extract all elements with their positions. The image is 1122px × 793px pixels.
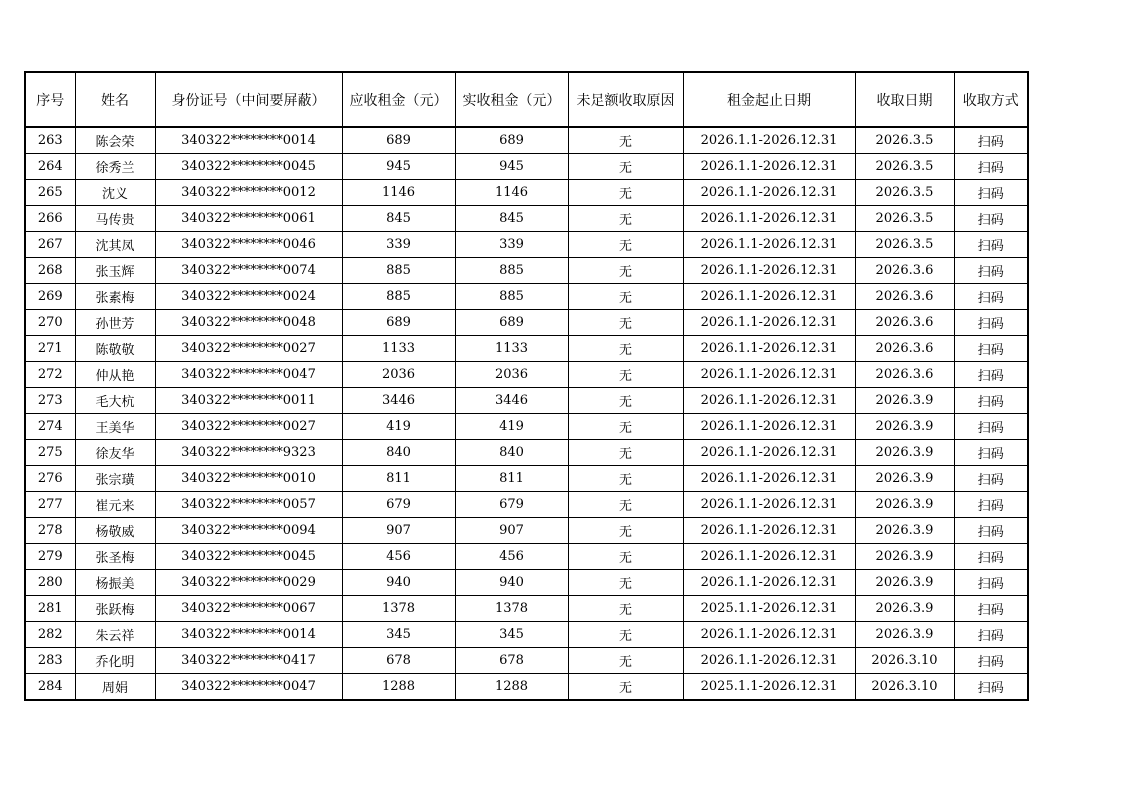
cell-name: 张玉辉: [75, 258, 155, 284]
header-seq: 序号: [25, 72, 75, 127]
cell-reason: 无: [568, 284, 683, 310]
cell-date: 2026.3.5: [855, 232, 954, 258]
table-row: [25, 336, 1028, 362]
cell-id-number: 340322********0047: [155, 362, 342, 388]
cell-method: 扫码: [954, 466, 1028, 492]
table-row: [25, 544, 1028, 570]
cell-id-number: 340322********0047: [155, 674, 342, 701]
header-rent-period: 租金起止日期: [683, 72, 855, 127]
cell-seq: 269: [25, 284, 75, 310]
cell-seq: 272: [25, 362, 75, 388]
cell-seq: 279: [25, 544, 75, 570]
cell-period: 2026.1.1-2026.12.31: [683, 440, 855, 466]
cell-rent-received: 1378: [455, 596, 568, 622]
cell-method: 扫码: [954, 440, 1028, 466]
cell-period: 2026.1.1-2026.12.31: [683, 492, 855, 518]
cell-rent-due: 907: [342, 518, 455, 544]
cell-rent-due: 1288: [342, 674, 455, 701]
cell-rent-received: 678: [455, 648, 568, 674]
cell-id-number: 340322********0048: [155, 310, 342, 336]
cell-date: 2026.3.9: [855, 596, 954, 622]
cell-period: 2026.1.1-2026.12.31: [683, 206, 855, 232]
cell-rent-due: 456: [342, 544, 455, 570]
cell-period: 2026.1.1-2026.12.31: [683, 544, 855, 570]
cell-name: 周娟: [75, 674, 155, 701]
cell-rent-received: 345: [455, 622, 568, 648]
cell-rent-received: 885: [455, 258, 568, 284]
cell-reason: 无: [568, 440, 683, 466]
cell-name: 朱云祥: [75, 622, 155, 648]
cell-seq: 278: [25, 518, 75, 544]
cell-reason: 无: [568, 388, 683, 414]
cell-reason: 无: [568, 414, 683, 440]
cell-seq: 282: [25, 622, 75, 648]
cell-rent-due: 1133: [342, 336, 455, 362]
cell-id-number: 340322********0417: [155, 648, 342, 674]
cell-id-number: 340322********0094: [155, 518, 342, 544]
cell-date: 2026.3.10: [855, 674, 954, 701]
cell-name: 张圣梅: [75, 544, 155, 570]
table-row: [25, 492, 1028, 518]
table-row: [25, 570, 1028, 596]
cell-date: 2026.3.9: [855, 492, 954, 518]
cell-seq: 268: [25, 258, 75, 284]
cell-reason: 无: [568, 127, 683, 154]
cell-seq: 263: [25, 127, 75, 154]
cell-rent-received: 840: [455, 440, 568, 466]
cell-date: 2026.3.5: [855, 180, 954, 206]
cell-reason: 无: [568, 258, 683, 284]
rent-collection-table: [24, 71, 1029, 701]
cell-date: 2026.3.6: [855, 310, 954, 336]
cell-reason: 无: [568, 180, 683, 206]
table-row: [25, 154, 1028, 180]
cell-seq: 283: [25, 648, 75, 674]
cell-rent-received: 940: [455, 570, 568, 596]
cell-period: 2026.1.1-2026.12.31: [683, 518, 855, 544]
table-row: [25, 127, 1028, 154]
cell-name: 张跃梅: [75, 596, 155, 622]
cell-id-number: 340322********9323: [155, 440, 342, 466]
cell-rent-due: 811: [342, 466, 455, 492]
table-row: [25, 284, 1028, 310]
cell-rent-due: 845: [342, 206, 455, 232]
table-header: [25, 72, 1028, 127]
cell-reason: 无: [568, 206, 683, 232]
cell-date: 2026.3.10: [855, 648, 954, 674]
cell-period: 2026.1.1-2026.12.31: [683, 388, 855, 414]
table-row: [25, 206, 1028, 232]
cell-period: 2026.1.1-2026.12.31: [683, 336, 855, 362]
cell-seq: 280: [25, 570, 75, 596]
cell-reason: 无: [568, 596, 683, 622]
cell-rent-due: 885: [342, 258, 455, 284]
cell-id-number: 340322********0012: [155, 180, 342, 206]
cell-rent-received: 2036: [455, 362, 568, 388]
cell-period: 2025.1.1-2026.12.31: [683, 674, 855, 701]
cell-period: 2025.1.1-2026.12.31: [683, 596, 855, 622]
cell-method: 扫码: [954, 258, 1028, 284]
cell-name: 陈会荣: [75, 127, 155, 154]
cell-name: 杨敬威: [75, 518, 155, 544]
cell-name: 仲从艳: [75, 362, 155, 388]
cell-id-number: 340322********0014: [155, 127, 342, 154]
cell-name: 陈敬敬: [75, 336, 155, 362]
cell-date: 2026.3.9: [855, 622, 954, 648]
cell-rent-received: 419: [455, 414, 568, 440]
cell-seq: 275: [25, 440, 75, 466]
table-row: [25, 258, 1028, 284]
cell-method: 扫码: [954, 154, 1028, 180]
cell-method: 扫码: [954, 127, 1028, 154]
cell-reason: 无: [568, 570, 683, 596]
cell-period: 2026.1.1-2026.12.31: [683, 362, 855, 388]
cell-method: 扫码: [954, 180, 1028, 206]
cell-rent-due: 885: [342, 284, 455, 310]
cell-rent-due: 940: [342, 570, 455, 596]
header-shortfall-reason: 未足额收取原因: [568, 72, 683, 127]
cell-method: 扫码: [954, 336, 1028, 362]
cell-id-number: 340322********0061: [155, 206, 342, 232]
cell-id-number: 340322********0074: [155, 258, 342, 284]
cell-seq: 265: [25, 180, 75, 206]
header-collection-date: 收取日期: [855, 72, 954, 127]
cell-method: 扫码: [954, 622, 1028, 648]
cell-id-number: 340322********0045: [155, 154, 342, 180]
cell-method: 扫码: [954, 570, 1028, 596]
cell-method: 扫码: [954, 518, 1028, 544]
cell-reason: 无: [568, 362, 683, 388]
cell-rent-received: 1133: [455, 336, 568, 362]
cell-id-number: 340322********0011: [155, 388, 342, 414]
cell-id-number: 340322********0029: [155, 570, 342, 596]
cell-period: 2026.1.1-2026.12.31: [683, 466, 855, 492]
cell-reason: 无: [568, 492, 683, 518]
cell-period: 2026.1.1-2026.12.31: [683, 180, 855, 206]
cell-rent-received: 945: [455, 154, 568, 180]
cell-rent-due: 678: [342, 648, 455, 674]
table-row: [25, 518, 1028, 544]
header-payment-method: 收取方式: [954, 72, 1028, 127]
cell-rent-received: 1288: [455, 674, 568, 701]
cell-seq: 276: [25, 466, 75, 492]
cell-name: 沈其凤: [75, 232, 155, 258]
cell-reason: 无: [568, 232, 683, 258]
cell-id-number: 340322********0045: [155, 544, 342, 570]
cell-id-number: 340322********0046: [155, 232, 342, 258]
table-row: [25, 440, 1028, 466]
cell-name: 徐友华: [75, 440, 155, 466]
cell-period: 2026.1.1-2026.12.31: [683, 284, 855, 310]
cell-period: 2026.1.1-2026.12.31: [683, 232, 855, 258]
cell-id-number: 340322********0027: [155, 336, 342, 362]
cell-rent-received: 679: [455, 492, 568, 518]
cell-method: 扫码: [954, 648, 1028, 674]
cell-rent-received: 907: [455, 518, 568, 544]
cell-name: 乔化明: [75, 648, 155, 674]
cell-seq: 270: [25, 310, 75, 336]
cell-name: 崔元来: [75, 492, 155, 518]
cell-rent-received: 456: [455, 544, 568, 570]
cell-rent-received: 1146: [455, 180, 568, 206]
cell-rent-received: 3446: [455, 388, 568, 414]
cell-rent-due: 2036: [342, 362, 455, 388]
cell-id-number: 340322********0067: [155, 596, 342, 622]
cell-rent-received: 811: [455, 466, 568, 492]
cell-seq: 274: [25, 414, 75, 440]
cell-seq: 284: [25, 674, 75, 701]
cell-rent-due: 1146: [342, 180, 455, 206]
cell-seq: 271: [25, 336, 75, 362]
cell-rent-due: 1378: [342, 596, 455, 622]
cell-seq: 267: [25, 232, 75, 258]
cell-name: 张素梅: [75, 284, 155, 310]
table-row: [25, 414, 1028, 440]
cell-id-number: 340322********0024: [155, 284, 342, 310]
cell-reason: 无: [568, 622, 683, 648]
cell-reason: 无: [568, 154, 683, 180]
cell-name: 徐秀兰: [75, 154, 155, 180]
cell-date: 2026.3.9: [855, 518, 954, 544]
cell-rent-due: 419: [342, 414, 455, 440]
cell-rent-received: 689: [455, 310, 568, 336]
cell-date: 2026.3.5: [855, 154, 954, 180]
header-name: 姓名: [75, 72, 155, 127]
cell-reason: 无: [568, 466, 683, 492]
cell-method: 扫码: [954, 206, 1028, 232]
cell-period: 2026.1.1-2026.12.31: [683, 414, 855, 440]
cell-name: 张宗璜: [75, 466, 155, 492]
cell-date: 2026.3.6: [855, 258, 954, 284]
cell-rent-received: 689: [455, 127, 568, 154]
cell-period: 2026.1.1-2026.12.31: [683, 622, 855, 648]
cell-rent-received: 885: [455, 284, 568, 310]
cell-date: 2026.3.9: [855, 388, 954, 414]
table-row: [25, 648, 1028, 674]
cell-id-number: 340322********0027: [155, 414, 342, 440]
table-row: [25, 674, 1028, 701]
header-row: [25, 72, 1028, 127]
cell-period: 2026.1.1-2026.12.31: [683, 310, 855, 336]
cell-date: 2026.3.6: [855, 362, 954, 388]
cell-date: 2026.3.9: [855, 544, 954, 570]
cell-method: 扫码: [954, 414, 1028, 440]
cell-period: 2026.1.1-2026.12.31: [683, 127, 855, 154]
cell-method: 扫码: [954, 232, 1028, 258]
cell-seq: 273: [25, 388, 75, 414]
cell-rent-due: 3446: [342, 388, 455, 414]
cell-period: 2026.1.1-2026.12.31: [683, 648, 855, 674]
table-row: [25, 388, 1028, 414]
cell-seq: 266: [25, 206, 75, 232]
cell-name: 王美华: [75, 414, 155, 440]
cell-method: 扫码: [954, 388, 1028, 414]
cell-rent-received: 339: [455, 232, 568, 258]
cell-id-number: 340322********0057: [155, 492, 342, 518]
cell-method: 扫码: [954, 310, 1028, 336]
cell-id-number: 340322********0014: [155, 622, 342, 648]
table-body: [25, 127, 1028, 700]
table-row: [25, 310, 1028, 336]
cell-name: 杨振美: [75, 570, 155, 596]
cell-date: 2026.3.5: [855, 206, 954, 232]
cell-method: 扫码: [954, 544, 1028, 570]
cell-method: 扫码: [954, 674, 1028, 701]
cell-rent-due: 945: [342, 154, 455, 180]
cell-date: 2026.3.5: [855, 127, 954, 154]
cell-rent-due: 689: [342, 127, 455, 154]
cell-reason: 无: [568, 544, 683, 570]
cell-rent-due: 679: [342, 492, 455, 518]
cell-reason: 无: [568, 518, 683, 544]
cell-seq: 277: [25, 492, 75, 518]
cell-seq: 264: [25, 154, 75, 180]
cell-date: 2026.3.6: [855, 284, 954, 310]
cell-date: 2026.3.9: [855, 440, 954, 466]
cell-method: 扫码: [954, 284, 1028, 310]
cell-reason: 无: [568, 336, 683, 362]
table-row: [25, 622, 1028, 648]
cell-name: 孙世芳: [75, 310, 155, 336]
cell-rent-due: 689: [342, 310, 455, 336]
header-id-number: 身份证号（中间要屏蔽）: [155, 72, 342, 127]
cell-period: 2026.1.1-2026.12.31: [683, 154, 855, 180]
cell-method: 扫码: [954, 362, 1028, 388]
cell-date: 2026.3.9: [855, 466, 954, 492]
cell-rent-due: 345: [342, 622, 455, 648]
cell-name: 沈义: [75, 180, 155, 206]
header-rent-due: 应收租金（元）: [342, 72, 455, 127]
table-row: [25, 180, 1028, 206]
cell-reason: 无: [568, 648, 683, 674]
cell-name: 马传贵: [75, 206, 155, 232]
table-row: [25, 232, 1028, 258]
cell-reason: 无: [568, 674, 683, 701]
cell-name: 毛大杭: [75, 388, 155, 414]
header-rent-received: 实收租金（元）: [455, 72, 568, 127]
cell-id-number: 340322********0010: [155, 466, 342, 492]
cell-rent-due: 339: [342, 232, 455, 258]
cell-period: 2026.1.1-2026.12.31: [683, 258, 855, 284]
table-row: [25, 596, 1028, 622]
cell-method: 扫码: [954, 596, 1028, 622]
cell-rent-received: 845: [455, 206, 568, 232]
cell-date: 2026.3.6: [855, 336, 954, 362]
cell-date: 2026.3.9: [855, 414, 954, 440]
cell-seq: 281: [25, 596, 75, 622]
cell-period: 2026.1.1-2026.12.31: [683, 570, 855, 596]
cell-method: 扫码: [954, 492, 1028, 518]
cell-rent-due: 840: [342, 440, 455, 466]
table-row: [25, 466, 1028, 492]
table-row: [25, 362, 1028, 388]
cell-reason: 无: [568, 310, 683, 336]
cell-date: 2026.3.9: [855, 570, 954, 596]
